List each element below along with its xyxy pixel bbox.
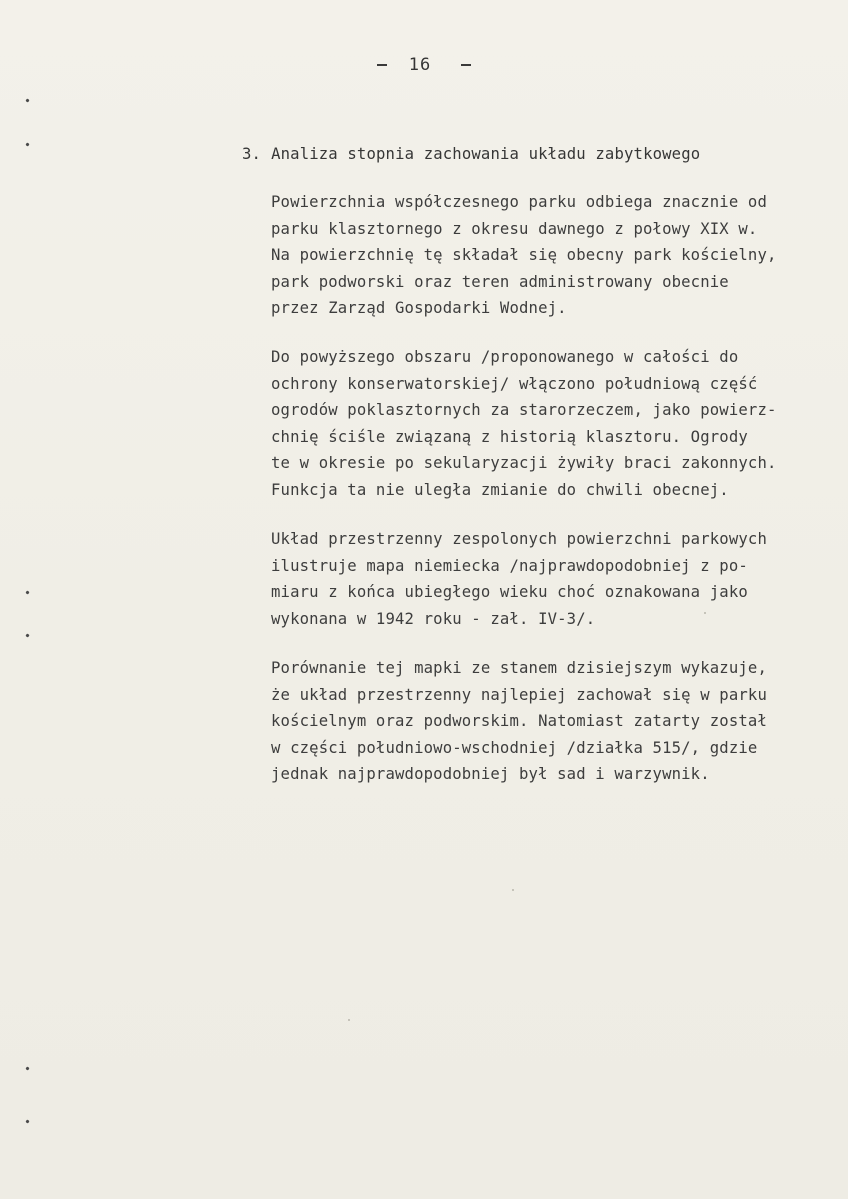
page-number-value: 16 [408,55,432,75]
text-line: park podworski oraz teren administrowany obecnie [271,272,729,291]
margin-mark [25,1066,29,1070]
text-line: Do powyższego obszaru /proponowanego w całości do [271,348,739,366]
margin-mark [25,98,29,102]
paragraph-spatial-layout [271,526,831,632]
text-line: ogrodów poklasztornych za starorzeczem, jako powierz- [271,401,777,420]
text-line: w części południowo-wschodniej /działka 515/, gdzie [271,738,758,757]
section-number: 3. [242,145,262,163]
margin-mark [25,142,29,146]
paragraph-comparison [271,655,831,788]
text-line: ilustruje mapa niemiecka /najprawdopodobniej z po- [271,556,748,575]
text-line: Funkcja ta nie uległa zmianie do chwili obecnej. [271,480,729,499]
section-title: Analiza stopnia zachowania układu zabytkowego [271,145,701,163]
paragraph-protected-area [271,344,831,504]
section-heading [242,144,802,164]
margin-mark [25,1119,29,1123]
margin-mark [25,633,29,637]
text-line: Układ przestrzenny zespolonych powierzchni parkowych [271,530,767,548]
margin-mark [25,590,29,594]
text-line: Na powierzchnię tę składał się obecny park kościelny, [271,246,777,265]
text-line: chnię ściśle związaną z historią klasztoru. Ogrody [271,427,748,446]
text-line: wykonana w 1942 roku - zał. IV-3/. [271,609,596,628]
text-line: kościelnym oraz podworskim. Natomiast zatarty został [271,712,767,731]
page-number-dash-right [461,64,471,66]
paragraph-park-area [271,189,831,322]
page-number-dash-left [377,64,387,66]
text-line: Powierzchnia współczesnego parku odbiega znacznie od [271,193,767,211]
page-number [0,55,848,75]
text-line: te w okresie po sekularyzacji żywiły braci zakonnych. [271,454,777,473]
text-line: parku klasztornego z okresu dawnego z połowy XIX w. [271,219,758,238]
text-line: jednak najprawdopodobniej był sad i warzywnik. [271,765,710,784]
paper-speck [512,889,514,891]
text-line: że układ przestrzenny najlepiej zachował się w parku [271,685,767,704]
text-line: Porównanie tej mapki ze stanem dzisiejszym wykazuje, [271,659,767,677]
text-line: ochrony konserwatorskiej/ włączono południową część [271,374,758,393]
paper-speck [348,1019,350,1021]
text-line: przez Zarząd Gospodarki Wodnej. [271,299,567,318]
text-line: miaru z końca ubiegłego wieku choć oznakowana jako [271,583,748,602]
paper-speck [704,612,706,614]
